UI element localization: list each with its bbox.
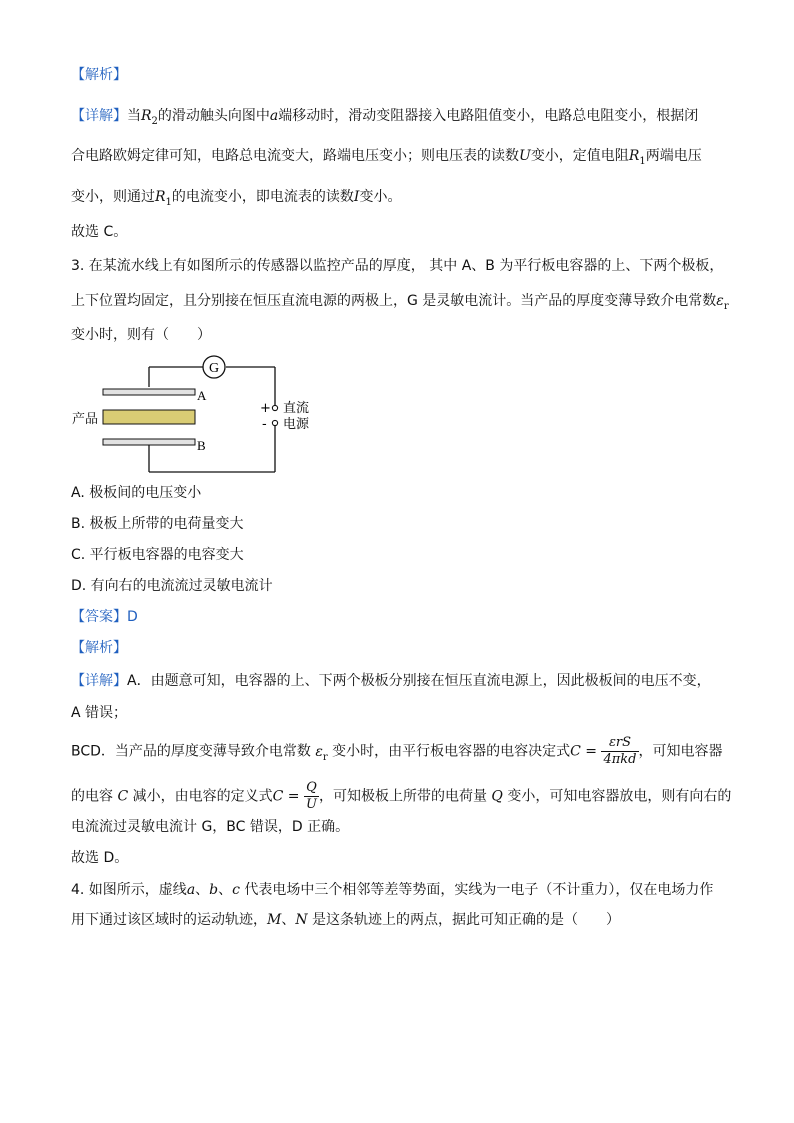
var-m: M	[267, 912, 282, 928]
text: 变小时，由平行板电容器的电容决定式	[327, 743, 571, 760]
q3-answer: 【答案】D	[71, 609, 138, 625]
q3-detail-bcd-line-2: 的电容 C 减小，由电容的定义式C = $\frac{Q}{U}$ ，可知极板上所带的电荷量 Q 变小，可知电容器放电，则有向右的	[71, 780, 732, 812]
minus-sign: -	[262, 417, 267, 432]
var-u: U	[519, 148, 531, 164]
q4-stem-line-1	[71, 880, 713, 900]
plate-b-label: B	[197, 438, 206, 453]
product-slab	[103, 410, 195, 424]
text: 、	[281, 912, 296, 928]
epsilon-r: $\varepsilon_r$	[716, 293, 729, 312]
q2-detail-line-2	[71, 146, 702, 168]
plate-a	[103, 389, 195, 395]
text: ，可知电容器	[638, 743, 723, 760]
var-a: a	[269, 108, 279, 124]
text: 、	[218, 882, 233, 898]
q4-stem-line-2	[71, 910, 620, 930]
text: 当	[127, 108, 141, 124]
text: 变小，则通过	[71, 189, 155, 205]
q2-detail-line-3	[71, 187, 401, 209]
text: 端移动时，滑动变阻器接入电路阻值变小，电路总电阻变小，根据闭	[278, 108, 699, 124]
var-n: N	[295, 912, 308, 928]
source-label-1: 直流	[283, 401, 310, 416]
text: 4. 如图所示，虚线	[71, 882, 187, 898]
terminal-minus	[272, 420, 277, 425]
q3-conclusion: 故选 D。	[71, 850, 129, 866]
var-b: b	[209, 882, 219, 898]
text: 变小，可知电容器放电，则有向右的	[502, 788, 732, 805]
capacitance-formula: $\frac{\text{εrS}}{\text{4πkd}}$	[603, 735, 637, 767]
product-label: 产品	[72, 412, 99, 427]
text: 减小，由电容的定义式	[128, 788, 273, 805]
galvanometer-label: G	[208, 361, 220, 376]
var-a: a	[186, 882, 196, 898]
text: 合电路欧姆定律可知，电路总电流变大，路端电压变小；则电压表的读数	[71, 148, 519, 164]
formula-lhs: C	[570, 743, 581, 760]
text: 代表电场中三个相邻等差等势面，实线为一电子（不计重力），仅在电场力作	[239, 882, 714, 898]
var-q: Q	[491, 788, 503, 805]
text: 两端电压	[645, 148, 702, 164]
text: A．由题意可知，电容器的上、下两个极板分别接在恒压直流电源上，因此极板间的电压不变，	[127, 673, 711, 689]
var-c: c	[232, 882, 240, 898]
var-r: $R_2$	[141, 108, 158, 127]
q2-detail-label: 【详解】	[71, 108, 127, 124]
definition-formula: $\frac{Q}{U}$	[305, 780, 317, 812]
q3-option-c: C. 平行板电容器的电容变大	[71, 547, 244, 563]
text: 的电容	[71, 788, 118, 805]
text: BCD．当产品的厚度变薄导致介电常数	[71, 743, 316, 760]
text: 的电流变小，即电流表的读数	[171, 189, 354, 205]
var-r1: $R_1$	[628, 148, 646, 167]
q3-detail-a-line-1	[71, 671, 711, 691]
var-i: I	[353, 189, 360, 205]
text: 上下位置均固定，且分别接在恒压直流电源的两极上，G 是灵敏电流计。当产品的厚度变薄导致介电常数	[71, 293, 717, 309]
q3-jiexi-label: 【解析】	[71, 640, 127, 656]
q3-detail-label: 【详解】	[71, 673, 127, 689]
q3-stem-line-1: 3. 在某流水线上有如图所示的传感器以监控产品的厚度， 其中 A、B 为平行板电容器的上、下两个极板，	[71, 258, 724, 274]
q3-option-a: A. 极板间的电压变小	[71, 485, 202, 501]
text: 、	[195, 882, 210, 898]
formula-lhs: C	[272, 788, 284, 805]
text: 是这条轨迹上的两点，据此可知正确的是（ ）	[307, 912, 621, 928]
plate-a-label: A	[197, 388, 207, 403]
epsilon-r: $\varepsilon_r$	[315, 743, 328, 763]
plus-sign: +	[260, 401, 271, 416]
q2-detail-line-1	[71, 106, 698, 128]
q2-jiexi-label: 【解析】	[71, 67, 127, 83]
text: 用下通过该区域时的运动轨迹，	[71, 912, 267, 928]
q3-stem-line-2	[71, 291, 729, 313]
capacitor-sensor-diagram	[70, 350, 330, 480]
q2-conclusion: 故选 C。	[71, 224, 128, 240]
var-c: C	[117, 788, 129, 805]
source-label-2: 电源	[283, 417, 310, 432]
text: 的滑动触头向图中	[157, 108, 270, 124]
q3-detail-a-line-2: A 错误；	[71, 705, 128, 721]
q3-detail-bcd-line-3: 电流流过灵敏电流计 G，BC 错误，D 正确。	[71, 819, 350, 835]
q3-detail-bcd-line-1: BCD．当产品的厚度变薄导致介电常数 $\varepsilon_r$ 变小时，由平行板电容器的电容决定式C = $\frac{\text{εrS}}{\text{4πkd}}$ ，可知电容器	[71, 735, 723, 767]
q3-stem-line-3: 变小时，则有（ ）	[71, 327, 211, 343]
q3-option-d: D. 有向右的电流流过灵敏电流计	[71, 578, 273, 594]
var-r1: $R_1$	[155, 189, 172, 208]
q3-option-b: B. 极板上所带的电荷量变大	[71, 516, 244, 532]
text: 变小。	[359, 189, 402, 205]
terminal-plus	[272, 405, 277, 410]
text: 变小，定值电阻	[530, 148, 629, 164]
text: ，可知极板上所带的电荷量	[318, 788, 492, 805]
plate-b	[103, 439, 195, 445]
